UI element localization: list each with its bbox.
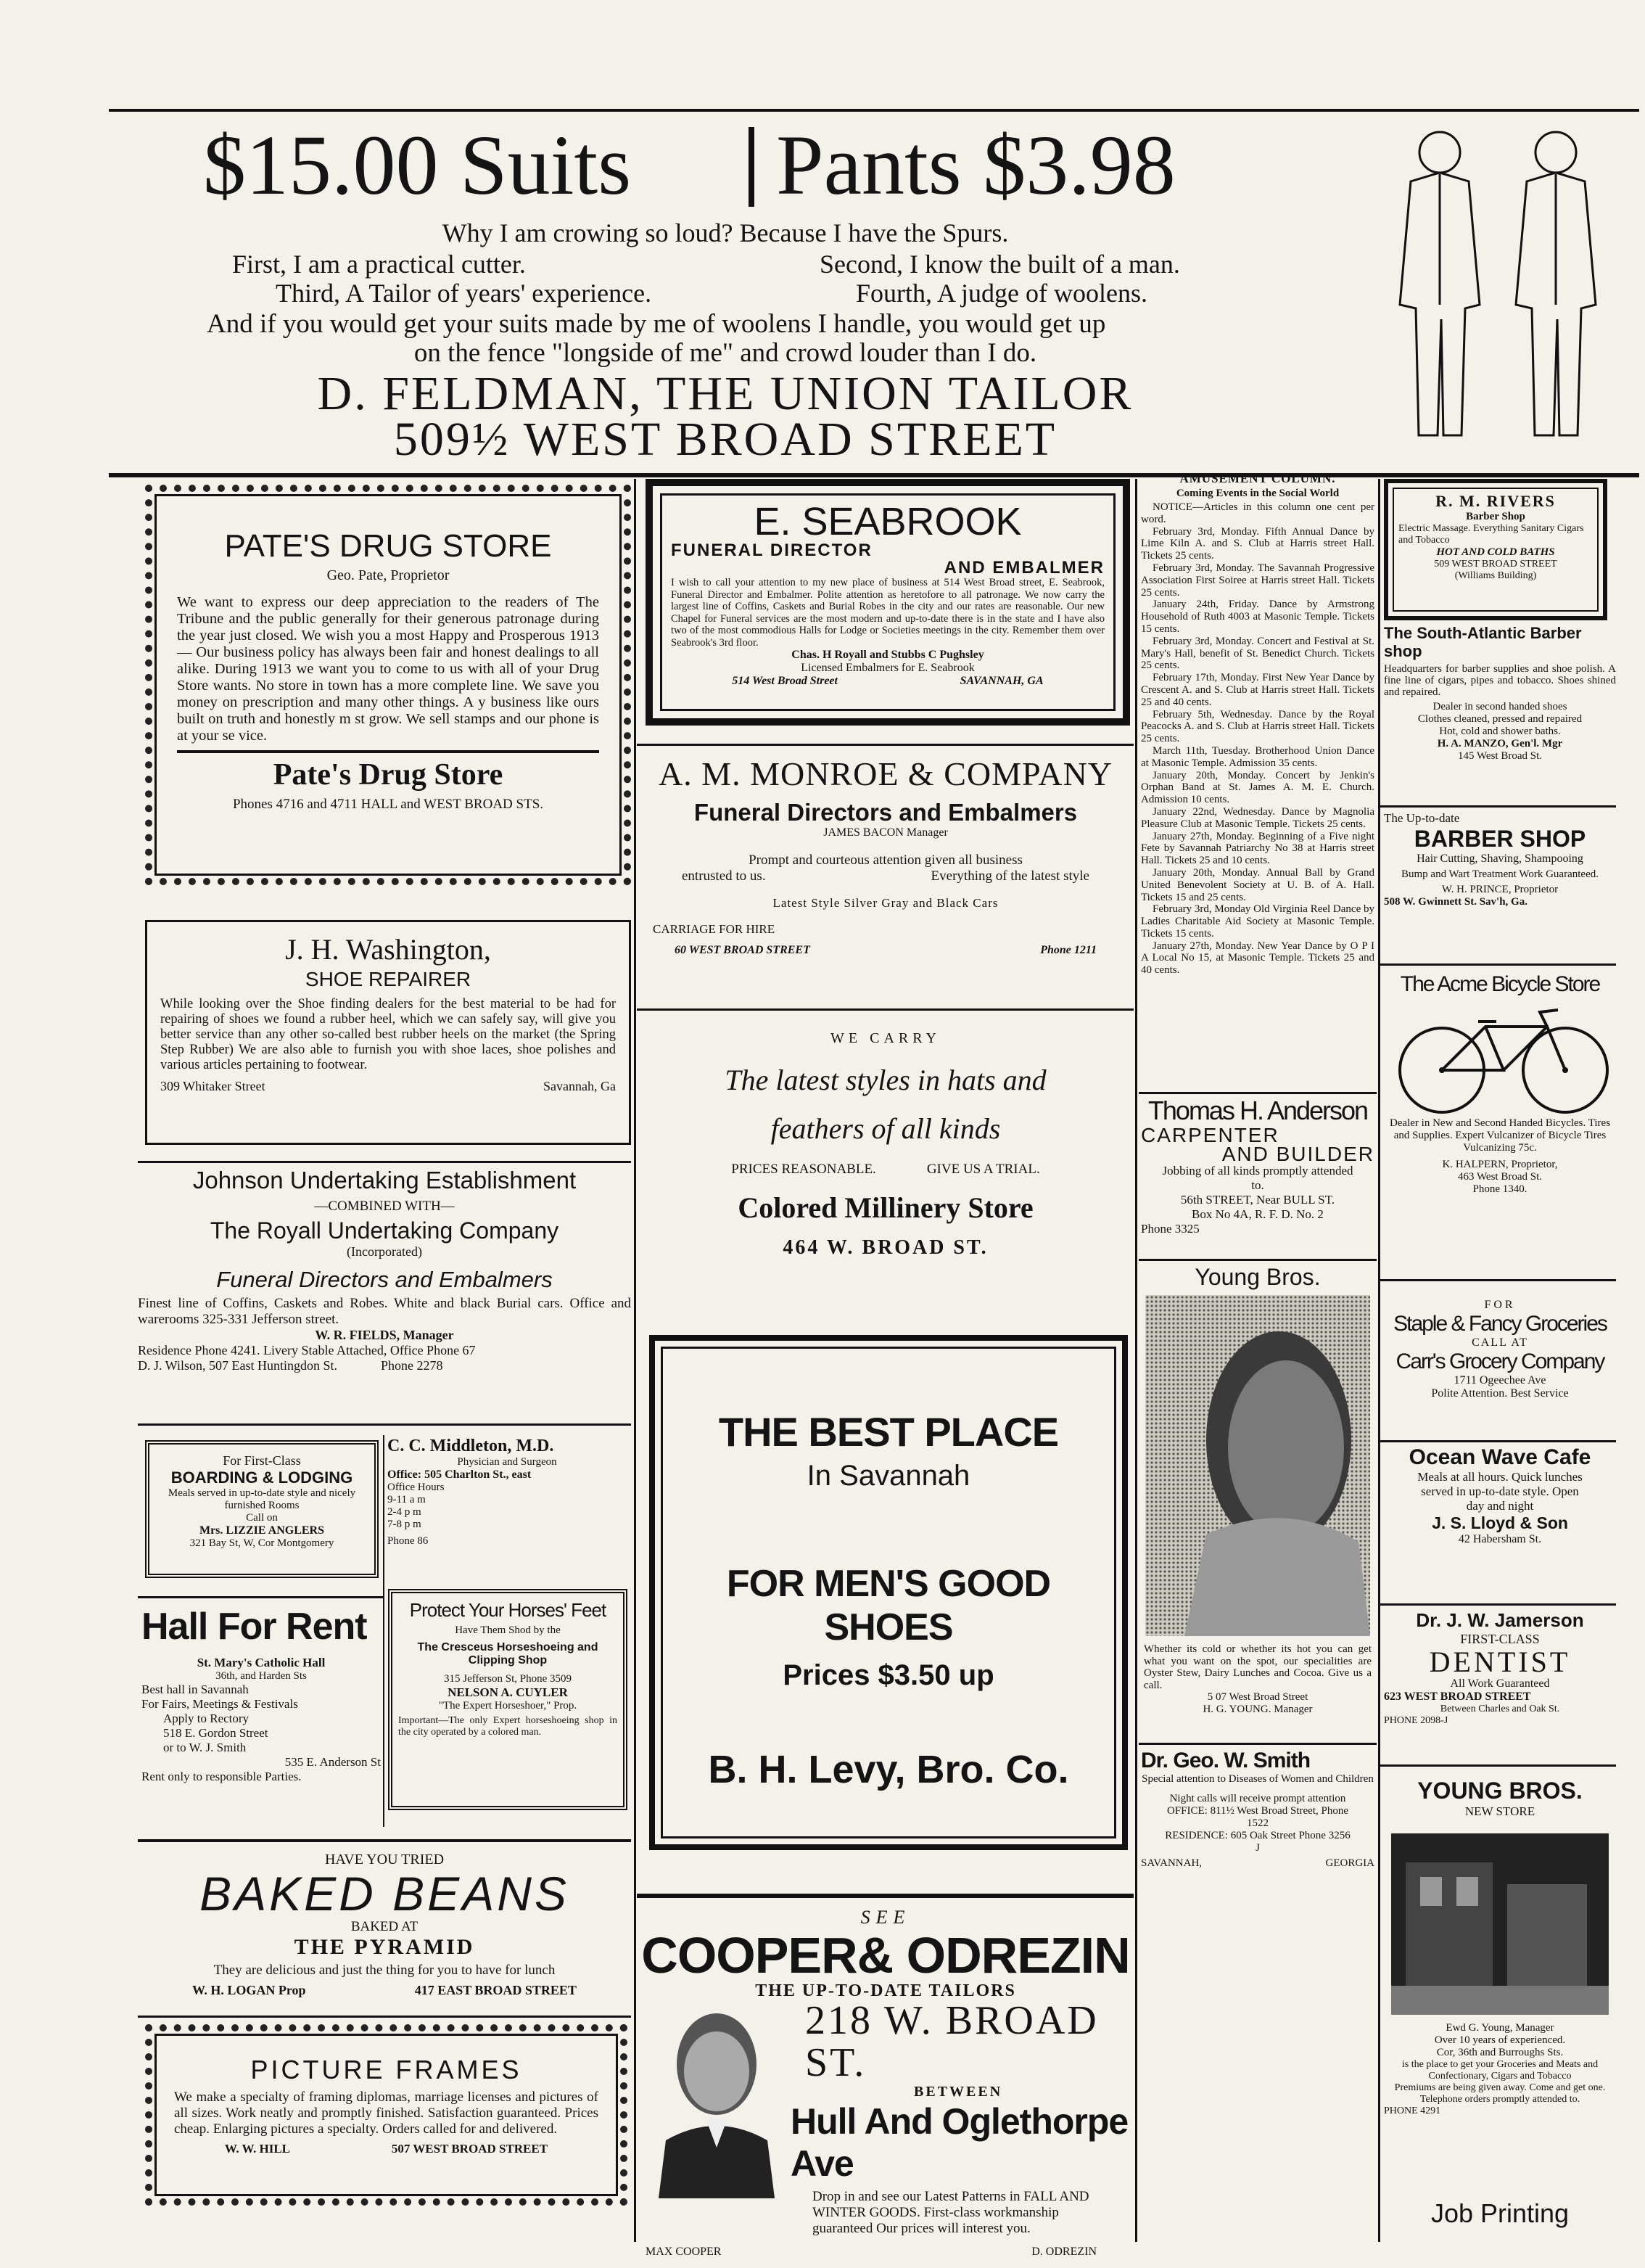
rivers-address: 509 WEST BROAD STREET (1434, 559, 1557, 570)
acme-title: The Acme Bicycle Store (1400, 972, 1600, 996)
levy-l4: Prices $3.50 up (783, 1659, 994, 1691)
acme-vulc: Vulcanizing 75c. (1463, 1142, 1537, 1154)
rivers-sub: Barber Shop (1466, 511, 1525, 522)
section-rule (1380, 1603, 1616, 1606)
rivers-barber-ad (1384, 479, 1607, 620)
frames-address: 507 WEST BROAD STREET (391, 2142, 548, 2156)
youngbros-photo-body: Whether its cold or whether its hot you can get what you want on the spot, our specialities are Oyster Stew, Dairy Lunches and Cocoa. Give us a call. (1144, 1643, 1372, 1691)
youngbros-store-mgr: Ewd G. Young, Manager (1446, 2022, 1554, 2034)
banner-line1: Why I am crowing so loud? Because I have the Spurs. (442, 218, 1009, 247)
section-rule (1380, 1279, 1616, 1281)
prince-title: BARBER SHOP (1414, 826, 1586, 852)
middleton-subtitle: Physician and Surgeon (457, 1456, 557, 1468)
cooper-left-name: MAX COOPER (646, 2245, 722, 2258)
youngbros-store-title: YOUNG BROS. (1417, 1778, 1583, 1804)
beans-pyramid: THE PYRAMID (294, 1935, 475, 1959)
pates-title: PATE'S DRUG STORE (224, 528, 552, 564)
youngbros-store-exp: Over 10 years of experienced. (1434, 2034, 1566, 2046)
carrs-polite: Polite Attention. Best Service (1431, 1387, 1569, 1400)
monroe-cars: Latest Style Silver Gray and Black Cars (772, 896, 999, 910)
smith-city: SAVANNAH, (1141, 1857, 1203, 1869)
cooper-see: SEE (860, 1907, 911, 1928)
washington-city: Savannah, Ga (543, 1079, 616, 1093)
seabrook-city: SAVANNAH, GA (960, 675, 1044, 687)
washington-title: J. H. Washington, (285, 933, 491, 966)
johnson-undertaking-ad (138, 1167, 631, 1428)
monroe-carriage: CARRIAGE FOR HIRE (653, 922, 775, 936)
millinery-l2: feathers of all kinds (770, 1112, 1001, 1145)
seabrook-sub1: FUNERAL DIRECTOR (671, 541, 873, 560)
cooper-between: BETWEEN (914, 2084, 1003, 2100)
amusement-event: February 5th, Wednesday. Dance by the Royal Peacocks A. and S. Club at Harris street Hall. Tickets 25 cents. (1141, 708, 1374, 745)
seabrook-ad (646, 479, 1130, 726)
banner-suits: $15.00 Suits (203, 118, 632, 213)
middleton-office: Office: 505 Charlton St., east (387, 1468, 532, 1481)
amusement-event: January 20th, Monday. Concert by Jenkin's Orphan Band at St. James A. M. E. Church. Admission 10 cents. (1141, 769, 1374, 806)
johnson-royall: The Royall Undertaking Company (210, 1217, 559, 1244)
boarding-name: Mrs. LIZZIE ANGLERS (199, 1524, 325, 1537)
hall-l2: For Fairs, Meetings & Festivals (141, 1697, 298, 1711)
middleton-h2: 2-4 p m (387, 1506, 421, 1518)
banner-line2a: First, I am a practical cutter. (232, 250, 526, 279)
acme-phone: Phone 1340. (1472, 1183, 1528, 1195)
middleton-ad (387, 1437, 627, 1571)
tailor-figures-illustration (1371, 116, 1625, 450)
hall-l3: Apply to Rectory (163, 1712, 250, 1725)
johnson-manager: W. R. FIELDS, Manager (315, 1327, 454, 1342)
pates-drug-store-ad (145, 485, 631, 885)
frames-body: We make a specialty of framing diplomas, marriage licenses and pictures of all sizes. Work neatly and promptly finished. Satisfaction guaranteed. Prices cheap. Enlarging pictures a specialty. Orders called for and delivered. (174, 2090, 598, 2137)
acme-address: 463 West Broad St. (1457, 1171, 1542, 1183)
beans-title: BAKED BEANS (199, 1867, 569, 1920)
horses-l4: NELSON A. CUYLER (448, 1685, 568, 1699)
seabrook-body: I wish to call your attention to my new place of business at 514 West Broad street, E. Seabrook, Funeral Director and Embalmer. Polite attention as heretofore to all patronage. We now carry the largest line of Coffins, Caskets and Burial Robes in the city and our rates are reasonable. Our new Chapel for Funeral services are the most modern and up-to-date there is in the state and I have also two of the most commodious Halls for Lodge or Societies meetings in the city. Remember them over Seabrook's 3rd floor. (671, 577, 1105, 649)
monroe-body2a: entrusted to us. (682, 868, 766, 884)
youngbros-store-cor: Cor, 36th and Burroughs Sts. (1436, 2047, 1564, 2058)
johnson-body: Finest line of Coffins, Caskets and Robes. White and black Burial cars. Office and warerooms 325-331 Jefferson street. (138, 1296, 631, 1327)
millinery-ad (638, 1030, 1133, 1291)
youngbros-store-sub: NEW STORE (1464, 1804, 1535, 1818)
levy-l1: THE BEST PLACE (718, 1409, 1059, 1455)
johnson-wilson-phone: Phone 2278 (380, 1357, 443, 1373)
amusement-event: January 20th, Monday. Annual Ball by Grand United Benevolent Society at U. B. of A. Hall. Tickets 15 and 25 cents. (1141, 866, 1374, 903)
anderson-ad (1141, 1096, 1374, 1270)
picture-frames-ad (145, 2024, 627, 2206)
levy-l5: B. H. Levy, Bro. Co. (708, 1748, 1069, 1791)
southatlantic-clothes: Clothes cleaned, pressed and repaired (1417, 713, 1583, 725)
washington-subtitle: SHOE REPAIRER (305, 968, 471, 990)
monroe-sub: Funeral Directors and Embalmers (693, 799, 1078, 826)
amusement-notice: NOTICE—Articles in this column one cent per word. (1141, 501, 1374, 525)
section-rule (1139, 1259, 1377, 1261)
horses-l5: "The Expert Horseshoer," Prop. (438, 1700, 577, 1712)
hall-l5: or to W. J. Smith (163, 1741, 247, 1754)
ocean-wave-cafe-ad (1384, 1445, 1616, 1590)
cooper-ave: Hull And Oglethorpe Ave (791, 2101, 1129, 2184)
hall-name: St. Mary's Catholic Hall (197, 1656, 326, 1669)
top-rule (109, 109, 1639, 112)
acme-bicycle-ad (1384, 972, 1616, 1248)
horses-ad (388, 1589, 627, 1810)
youngbros-photo-title: Young Bros. (1195, 1264, 1321, 1290)
horses-l6: Important—The only Expert horseshoeing shop in the city operated by a colored man. (398, 1715, 617, 1738)
prince-bump: Bump and Wart Treatment Work Guaranteed. (1401, 868, 1599, 880)
beans-prop: W. H. LOGAN Prop (192, 1983, 306, 1997)
anderson-sub2: AND BUILDER (1221, 1143, 1374, 1165)
southatlantic-dealer: Dealer in second handed shoes (1432, 701, 1567, 712)
amusement-event: February 3rd, Monday Old Virginia Reel Dance by Ladies Charitable Aid Society at Masonic Temple. Tickets 15 cents. (1141, 903, 1374, 940)
banner-line3b: Fourth, A judge of woolens. (856, 279, 1147, 308)
southatlantic-address: 145 West Broad St. (1457, 750, 1542, 762)
levy-shoes-ad (649, 1335, 1128, 1850)
smith-sub: Special attention to Diseases of Women and Children (1142, 1773, 1374, 1785)
beans-body: They are delicious and just the thing for you to have for lunch (213, 1963, 556, 1978)
banner-bottom-rule (109, 473, 1639, 477)
horses-l3: 315 Jefferson St, Phone 3509 (444, 1673, 572, 1685)
youngbros-store-body: is the place to get your Groceries and Meats and Confectionary, Cigars and Tobacco (1401, 2059, 1599, 2082)
boarding-address: 321 Bay St, W, Cor Montgomery (189, 1537, 334, 1549)
jamerson-sub: FIRST-CLASS (1460, 1632, 1540, 1646)
middleton-phone: Phone 86 (387, 1535, 429, 1547)
col-rule-1 (634, 479, 636, 2242)
prince-top: The Up-to-date (1384, 811, 1460, 825)
amusement-event: February 17th, Monday. First New Year Dance by Crescent A. and S. Club at Harris street Hall. Tickets 25 and 40 cents. (1141, 672, 1374, 708)
monroe-address: 60 WEST BROAD STREET (675, 944, 810, 956)
section-rule (138, 1423, 631, 1426)
smith-state: GEORGIA (1325, 1857, 1374, 1869)
banner-line2b: Second, I know the built of a man. (820, 250, 1180, 279)
levy-l2: In Savannah (807, 1460, 970, 1492)
pates-phones: Phones 4716 and 4711 HALL and WEST BROAD STS. (232, 797, 544, 812)
job-printing: Job Printing (1430, 2198, 1570, 2228)
carrs-grocery-ad (1384, 1299, 1616, 1437)
middleton-h3: 7-8 p m (387, 1519, 421, 1530)
dr-smith-ad (1141, 1749, 1374, 1923)
oceanwave-address: 42 Habersham St. (1458, 1533, 1542, 1545)
youngbros-photo-name: H. G. YOUNG. Manager (1203, 1704, 1313, 1715)
section-rule (1380, 1440, 1616, 1442)
anderson-body: Jobbing of all kinds promptly attended to. (1162, 1164, 1353, 1192)
amusement-event: February 3rd, Monday. Concert and Festival at St. Mary's Hall, benefit of St. Benedict Church. Tickets 25 cents. (1141, 635, 1374, 672)
johnson-inc: (Incorporated) (347, 1244, 422, 1259)
young-bros-photo-ad (1141, 1264, 1374, 1735)
section-rule (383, 1435, 384, 1827)
jamerson-guar: All Work Guaranteed (1450, 1677, 1550, 1690)
smith-office: OFFICE: 811½ West Broad Street, Phone 1522 (1166, 1805, 1349, 1829)
washington-ad (145, 920, 631, 1145)
frames-title: PICTURE FRAMES (250, 2055, 522, 2084)
section-rule (637, 1008, 1134, 1011)
portrait-illustration (644, 2002, 789, 2198)
beans-baked: BAKED AT (350, 1919, 419, 1934)
cooper-title: COOPER& ODREZIN (641, 1927, 1130, 1984)
section-rule (1380, 805, 1616, 808)
section-rule (138, 1596, 383, 1598)
hall-l4: 518 E. Gordon Street (163, 1726, 268, 1740)
middleton-title: C. C. Middleton, M.D. (387, 1437, 554, 1455)
jamerson-dentist: DENTIST (1429, 1645, 1571, 1678)
monroe-title: A. M. MONROE & COMPANY (658, 755, 1113, 792)
anderson-phone: Phone 3325 (1141, 1222, 1200, 1236)
banner-divider (749, 127, 754, 207)
boarding-top: For First-Class (223, 1453, 301, 1468)
rivers-body: Electric Massage. Everything Sanitary Cigars and Tobacco (1398, 523, 1584, 546)
smith-res: RESIDENCE: 605 Oak Street Phone 3256 J (1165, 1830, 1351, 1854)
amusement-event: January 27th, Monday. New Year Dance by O P I A Local No 15, at Masonic Temple. Tickets 25 and 40 cents. (1141, 940, 1374, 977)
boarding-body: Meals served in up-to-date style and nicely furnished Rooms (168, 1487, 356, 1511)
banner-address: 509½ WEST BROAD STREET (393, 413, 1058, 466)
carrs-title: Staple & Fancy Groceries (1393, 1312, 1607, 1336)
jamerson-address: 623 WEST BROAD STREET (1384, 1690, 1531, 1703)
horses-l1: Have Them Shod by the (455, 1624, 561, 1636)
section-rule (1139, 1092, 1377, 1094)
southatlantic-body: Headquarters for barber supplies and shoe polish. A fine line of cigars, pipes and tobacco. Shoes shined and repaired. (1384, 663, 1616, 698)
south-atlantic-ad (1384, 624, 1616, 798)
southatlantic-mgr: H. A. MANZO, Gen'l. Mgr (1437, 738, 1563, 749)
prince-body: Hair Cutting, Shaving, Shampooing (1417, 852, 1583, 865)
frames-name: W. W. HILL (224, 2142, 290, 2156)
young-bros-store-ad (1384, 1778, 1616, 2213)
middleton-hours: Office Hours (387, 1482, 445, 1493)
amusement-sub: Coming Events in the Social World (1176, 488, 1340, 499)
prince-barber-ad (1384, 811, 1616, 956)
millinery-carry: WE CARRY (830, 1030, 941, 1046)
washington-body: While looking over the Shoe finding dealers for the best material to be had for repairing of shoes we found a rubber heel, which we can safely say, will give you better service than any other so-called best rubber heels on the market (the Spring Step Rubber) We are also able to furnish you with shoe laces, shoe polishes and various articles pertaining to footwear. (160, 997, 616, 1072)
beans-address: 417 EAST BROAD STREET (414, 1983, 577, 1997)
amusement-title: AMUSEMENT COLUMN. (1179, 472, 1336, 485)
johnson-funeral: Funeral Directors and Embalmers (216, 1267, 553, 1292)
johnson-combined: —COMBINED WITH— (314, 1199, 455, 1214)
amusement-event: February 3rd, Monday. Fifth Annual Dance by Lime Kiln A. and S. Club at Harris street Hall. Tickets 25 cents. (1141, 525, 1374, 562)
banner-line3a: Third, A Tailor of years' experience. (276, 279, 652, 308)
section-rule (1139, 1743, 1377, 1745)
cooper-address: 218 W. BROAD ST. (805, 1998, 1099, 2085)
horses-l2: The Cresceus Horseshoeing and Clipping Shop (417, 1641, 598, 1667)
pates-body: We want to express our deep appreciation to the readers of The Tribune and the public generally for their generous patronage during the year just closed. We wish you a most Happy and Prosperous 1913— Our business policy has always been fair and honest dealings to all alike. During 1913 we want you to come to us with all of your Drug Store wants. No store in town has a more complete line. We save you money on prescription and many other things. A y business like ours built on truth and honestly m st grow. We sell stamps and our phone is at your se vice. (177, 594, 599, 744)
hall-loc: 36th, and Harden Sts (215, 1670, 307, 1682)
monroe-manager: JAMES BACON Manager (823, 826, 948, 839)
boarding-title: BOARDING & LODGING (170, 1468, 353, 1487)
bicycle-illustration (1384, 1001, 1616, 1117)
acme-name: K. HALPERN, Proprietor, (1442, 1159, 1558, 1170)
smith-night: Night calls will receive prompt attention (1169, 1793, 1346, 1804)
carrs-for: FOR (1484, 1299, 1516, 1311)
banner-line4: And if you would get your suits made by me of woolens I handle, you would get up (207, 309, 1106, 339)
washington-address: 309 Whitaker Street (160, 1079, 265, 1093)
carrs-address: 1711 Ogeechee Ave (1454, 1374, 1546, 1386)
levy-l3: FOR MEN'S GOOD SHOES (726, 1563, 1051, 1648)
carrs-call: CALL AT (1472, 1336, 1528, 1349)
seabrook-sub2: AND EMBALMER (944, 558, 1105, 578)
rivers-title: R. M. RIVERS (1435, 492, 1556, 510)
hall-title: Hall For Rent (141, 1606, 367, 1648)
section-rule (1380, 964, 1616, 966)
amusement-event: January 24th, Friday. Dance by Armstrong Household of Ruth 4003 at Masonic Temple. Tickets 15 cents. (1141, 599, 1374, 635)
anderson-l2: Box No 4A, R. F. D. No. 2 (1192, 1207, 1324, 1221)
seabrook-licensed: Licensed Embalmers for E. Seabrook (801, 662, 975, 674)
hall-for-rent-ad (141, 1605, 381, 1823)
boarding-ad (145, 1440, 379, 1578)
oceanwave-name: J. S. Lloyd & Son (1432, 1513, 1568, 1532)
pates-banner: Pate's Drug Store (273, 758, 503, 792)
section-rule (637, 744, 1134, 746)
dr-jamerson-ad (1384, 1609, 1616, 1754)
anderson-title: Thomas H. Anderson (1147, 1096, 1368, 1125)
anderson-l1: 56th STREET, Near BULL ST. (1180, 1193, 1335, 1207)
johnson-wilson: D. J. Wilson, 507 East Huntingdon St. (138, 1357, 337, 1373)
middleton-h1: 9-11 a m (387, 1494, 426, 1505)
youngbros-store-phone: PHONE 4291 (1384, 2105, 1441, 2116)
millinery-address: 464 W. BROAD ST. (783, 1236, 989, 1259)
section-rule (138, 2016, 631, 2018)
anderson-sub1: CARPENTER (1141, 1124, 1279, 1146)
millinery-prices: PRICES REASONABLE. (731, 1162, 876, 1177)
youngbros-store-prem: Premiums are being given away. Come and get one. Telephone orders promptly attended to. (1394, 2082, 1606, 2105)
baked-beans-ad (138, 1852, 631, 2011)
horses-title: Protect Your Horses' Feet (409, 1599, 606, 1621)
section-rule (1380, 1764, 1616, 1767)
amusement-event: February 3rd, Monday. The Savannah Progressive Association First Soiree at Harris street Hall. Tickets 25 cents. (1141, 562, 1374, 599)
southatlantic-title: The South-Atlantic Barber shop (1384, 624, 1582, 660)
banner-line5: on the fence "longside of me" and crowd louder than I do. (413, 338, 1037, 368)
prince-name: W. H. PRINCE, Proprietor (1441, 884, 1559, 895)
prince-address: 508 W. Gwinnett St. Sav'h, Ga. (1384, 896, 1528, 908)
smith-title: Dr. Geo. W. Smith (1141, 1749, 1311, 1772)
southatlantic-hot: Hot, cold and shower baths. (1439, 726, 1561, 737)
carrs-name: Carr's Grocery Company (1395, 1349, 1604, 1373)
johnson-phones: Residence Phone 4241. Livery Stable Attached, Office Phone 67 (138, 1342, 476, 1357)
rivers-baths: HOT AND COLD BATHS (1436, 546, 1555, 558)
col-rule-2 (1135, 479, 1137, 2242)
youngbros-photo-address: 5 07 West Broad Street (1207, 1691, 1308, 1703)
amusement-event: March 11th, Tuesday. Brotherhood Union Dance at Masonic Temple. Admission 35 cents. (1141, 744, 1374, 769)
seabrook-address: 514 West Broad Street (732, 675, 838, 687)
hall-l6: 535 E. Anderson St (284, 1755, 381, 1769)
jamerson-title: Dr. J. W. Jamerson (1416, 1609, 1584, 1631)
pates-proprietor: Geo. Pate, Proprietor (326, 567, 450, 583)
amusement-events (1141, 526, 1374, 977)
hall-l7: Rent only to responsible Parties. (141, 1770, 302, 1783)
amusement-event: January 22nd, Wednesday. Dance by Magnolia Pleasure Club at Masonic Temple. Tickets 25 cents. (1141, 805, 1374, 830)
beans-top: HAVE YOU TRIED (324, 1852, 445, 1868)
young-bros-photo (1141, 1295, 1374, 1636)
millinery-l1: The latest styles in hats and (725, 1064, 1047, 1096)
section-rule (138, 1161, 631, 1163)
section-rule (637, 1894, 1134, 1898)
jamerson-between: Between Charles and Oak St. (1440, 1704, 1560, 1714)
seabrook-title: E. SEABROOK (754, 500, 1022, 543)
johnson-title: Johnson Undertaking Establishment (192, 1167, 577, 1193)
store-photo (1391, 1833, 1609, 2015)
seabrook-names: Chas. H Royall and Stubbs C Pughsley (791, 649, 984, 661)
millinery-trial: GIVE US A TRIAL. (926, 1162, 1040, 1177)
col-rule-3 (1378, 479, 1380, 2242)
monroe-body2b: Everything of the latest style (931, 868, 1089, 884)
boarding-call: Call on (246, 1512, 278, 1524)
jamerson-phone: PHONE 2098-J (1384, 1715, 1448, 1726)
monroe-body1: Prompt and courteous attention given all business (749, 852, 1023, 868)
amusement-column (1141, 472, 1374, 1110)
banner-name: D. FELDMAN, THE UNION TAILOR (317, 367, 1134, 420)
cooper-body: Drop in and see our Latest Patterns in FALL AND WINTER GOODS. First-class workmanship guaranteed Our prices will interest you. (812, 2189, 1089, 2236)
amusement-event: January 27th, Monday. Beginning of a Five night Fete by Savannah Patriarchy No 38 at Harris street Hall. Tickets 25 and 10 cents. (1141, 830, 1374, 867)
monroe-phone: Phone 1211 (1040, 944, 1097, 956)
cooper-sub: THE UP-TO-DATE TAILORS (755, 1981, 1016, 2000)
banner-pants: Pants $3.98 (776, 118, 1176, 213)
monroe-ad (638, 755, 1133, 994)
acme-body: Dealer in New and Second Handed Bicycles. Tires and Supplies. Expert Vulcanizer of Bicycle Tires (1389, 1117, 1611, 1141)
section-rule (138, 1839, 631, 1842)
oceanwave-title: Ocean Wave Cafe (1409, 1445, 1591, 1469)
rivers-bldg: (Williams Building) (1454, 570, 1537, 581)
hall-l1: Best hall in Savannah (141, 1682, 249, 1696)
millinery-title: Colored Millinery Store (738, 1191, 1034, 1224)
cooper-right-name: D. ODREZIN (1031, 2245, 1097, 2258)
oceanwave-body: Meals at all hours. Quick lunches served in up-to-date style. Open day and night (1417, 1470, 1583, 1513)
